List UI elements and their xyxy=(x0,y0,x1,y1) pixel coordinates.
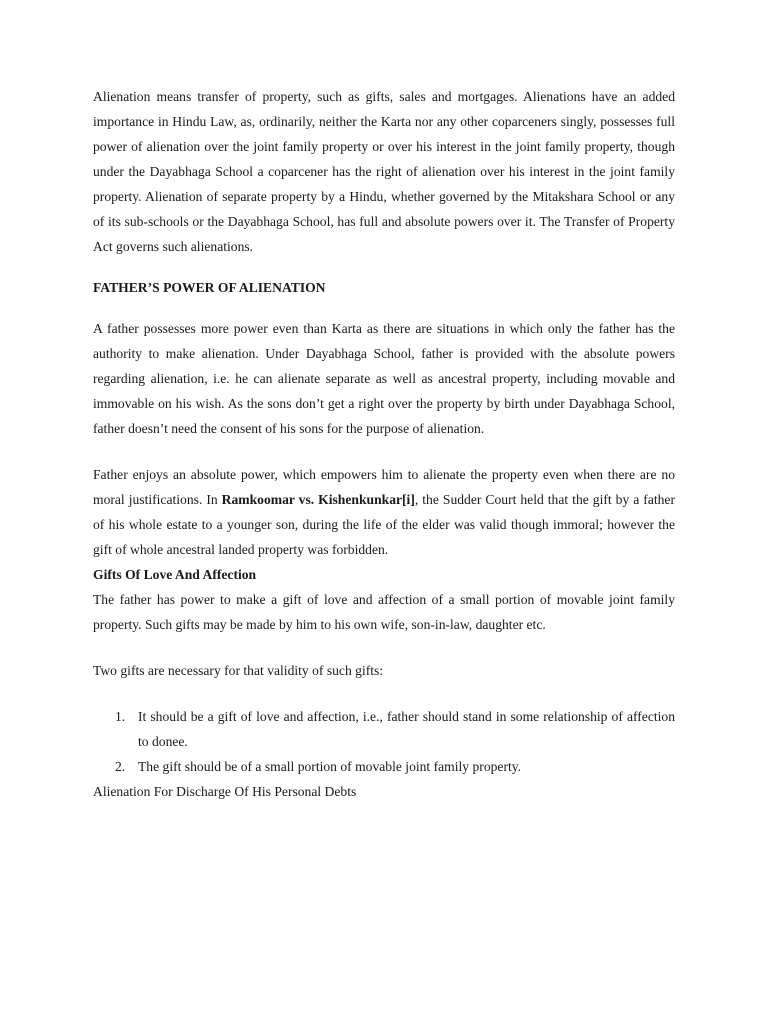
paragraph-father-power: A father possesses more power even than Karta as there are situations in which only the father has the authority to make alienation. Under Dayabhaga School, father is provided with the absolute powers regarding alienation, i.e. he can alienate separate as well as ancestral property, including movable and immovable on his wish. As the sons don’t get a right over the property by birth under Dayabhaga School, father doesn’t need the consent of his sons for the purpose of alienation. xyxy=(93,321,675,436)
document-body xyxy=(93,84,675,804)
list-item xyxy=(93,754,675,779)
spacer xyxy=(93,259,675,275)
spacer xyxy=(93,441,675,462)
spacer xyxy=(93,300,675,316)
heading-gifts-love-affection: Gifts Of Love And Affection xyxy=(93,567,257,582)
list-number: 2. xyxy=(115,759,126,774)
heading-personal-debts: Alienation For Discharge Of His Personal Debts xyxy=(93,784,357,799)
list-number: 1. xyxy=(115,709,126,724)
heading-fathers-power: FATHER’S POWER OF ALIENATION xyxy=(93,280,326,295)
paragraph-text: Father enjoys an absolute power, which empowers him to alienate the property even when there are no moral justifications. In xyxy=(93,467,675,507)
paragraph-gift-power: The father has power to make a gift of love and affection of a small portion of movable joint family property. Such gifts may be made by him to his own wife, son-in-law, daughter etc. xyxy=(93,592,675,632)
paragraph-text: , the Sudder Court held that the gift by a father of his whole estate to a younger son, during the life of the elder was valid though immoral; however the gift of whole ancestral landed property was forbidden. xyxy=(93,492,675,557)
paragraph-alienation-definition: Alienation means transfer of property, such as gifts, sales and mortgages. Alienations have an added importance in Hindu Law, as, ordinarily, neither the Karta nor any other coparceners singly, possesses full power of alienation over the joint family property or over his interest in the joint family property, though under the Dayabhaga School a coparcener has the right of alienation over his interest in the joint family property. Alienation of separate property by a Hindu, whether governed by the Mitakshara School or any of its sub-schools or the Dayabhaga School, has full and absolute powers over it. The Transfer of Property Act governs such alienations. xyxy=(93,89,675,254)
list-item-text: It should be a gift of love and affection, i.e., father should stand in some relationship of affection to donee. xyxy=(138,709,675,749)
spacer xyxy=(93,637,675,658)
numbered-list xyxy=(93,704,675,779)
spacer xyxy=(93,683,675,704)
case-citation: Ramkoomar vs. Kishenkunkar[i] xyxy=(221,492,415,507)
paragraph-absolute-power xyxy=(93,462,675,562)
list-item xyxy=(93,704,675,754)
list-item-text: The gift should be of a small portion of movable joint family property. xyxy=(138,759,522,774)
paragraph-two-gifts: Two gifts are necessary for that validity of such gifts: xyxy=(93,663,384,678)
